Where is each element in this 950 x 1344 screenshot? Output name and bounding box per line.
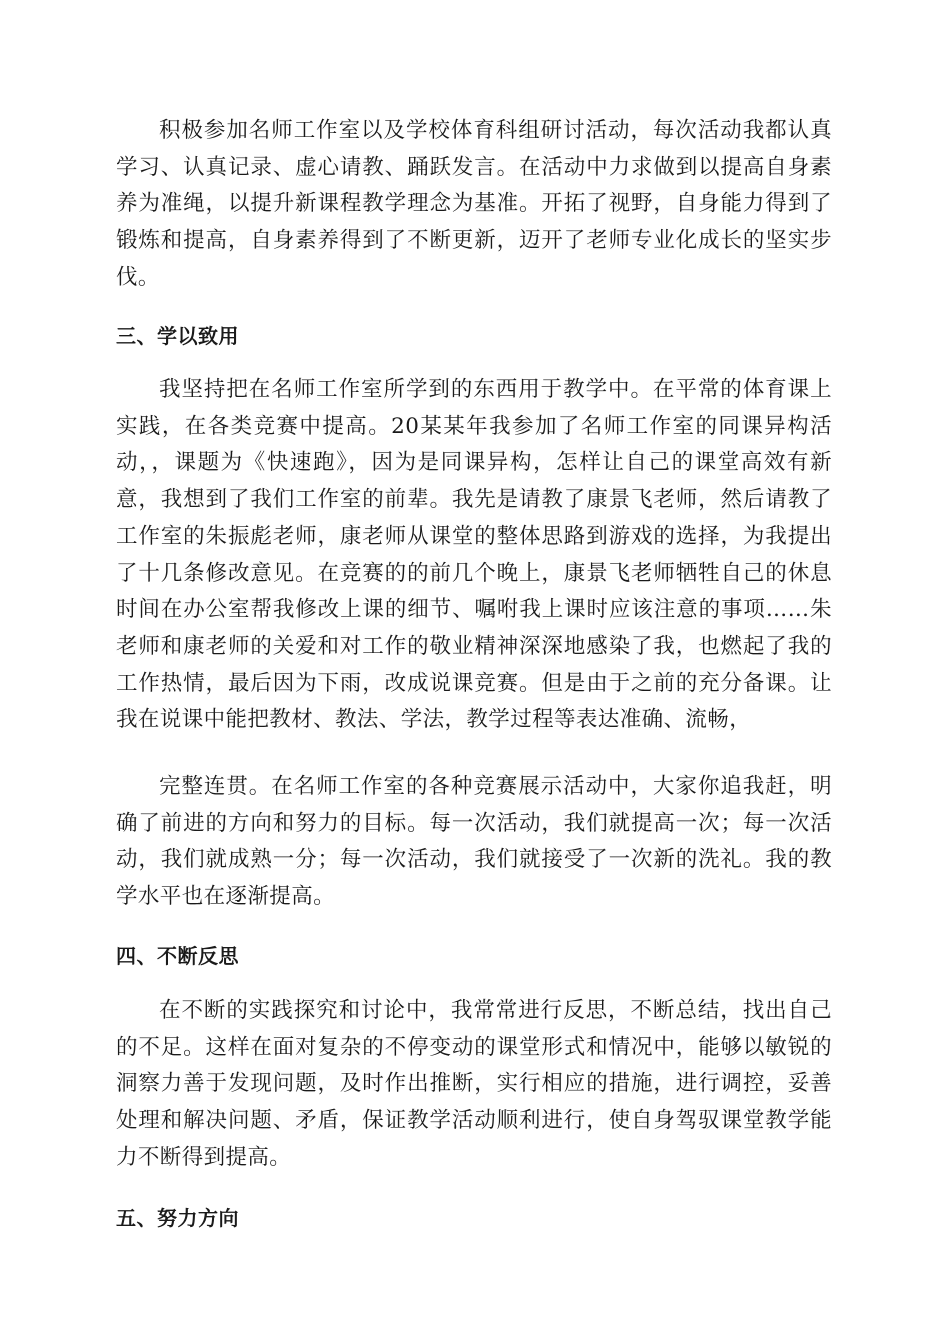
heading-reflection: 四、不断反思 [116,944,239,968]
heading-apply-learning: 三、学以致用 [116,324,239,348]
paragraph-apply-learning: 我坚持把在名师工作室所学到的东西用于教学中。在平常的体育课上实践，在各类竞赛中提高。20某某年我参加了名师工作室的同课异构活动，，课题为《快速跑》，因为是同课异构，怎样让自己的课堂高效有新意，我想到了我们工作室的前辈。我先是请教了康景飞老师，然后请教了工作室的朱振彪老师，康老师从课堂的整体思路到游戏的选择，为我提出了十几条修改意见。在竞赛的的前几个晚上，康景飞老师牺牲自己的休息时间在办公室帮我修改上课的细节、嘱咐我上课时应该注意的事项……朱老师和康老师的关爱和对工作的敬业精神深深地感染了我，也燃起了我的工作热情，最后因为下雨，改成说课竞赛。但是由于之前的充分备课。让我在说课中能把教材、教法、学法，教学过程等表达准确、流畅， [116,377,832,733]
paragraph-reflection: 在不断的实践探究和讨论中，我常常进行反思，不断总结，找出自己的不足。这样在面对复杂的不停变动的课堂形式和情况中，能够以敏锐的洞察力善于发现问题，及时作出推断，实行相应的措施，进行调控，妥善处理和解决问题、矛盾，保证教学活动顺利进行，使自身驾驭课堂教学能力不断得到提高。 [116,998,832,1170]
paragraph-participation: 积极参加名师工作室以及学校体育科组研讨活动，每次活动我都认真学习、认真记录、虚心请教、踊跃发言。在活动中力求做到以提高自身素养为准绳，以提升新课程教学理念为基准。开拓了视野，自身能力得到了锻炼和提高，自身素养得到了不断更新，迈开了老师专业化成长的坚实步伐。 [116,118,832,290]
heading-direction: 五、努力方向 [116,1206,239,1230]
paragraph-continuation: 完整连贯。在名师工作室的各种竞赛展示活动中，大家你追我赶，明确了前进的方向和努力的目标。每一次活动，我们就提高一次；每一次活动，我们就成熟一分；每一次活动，我们就接受了一次新的洗礼。我的教学水平也在逐渐提高。 [116,774,832,910]
